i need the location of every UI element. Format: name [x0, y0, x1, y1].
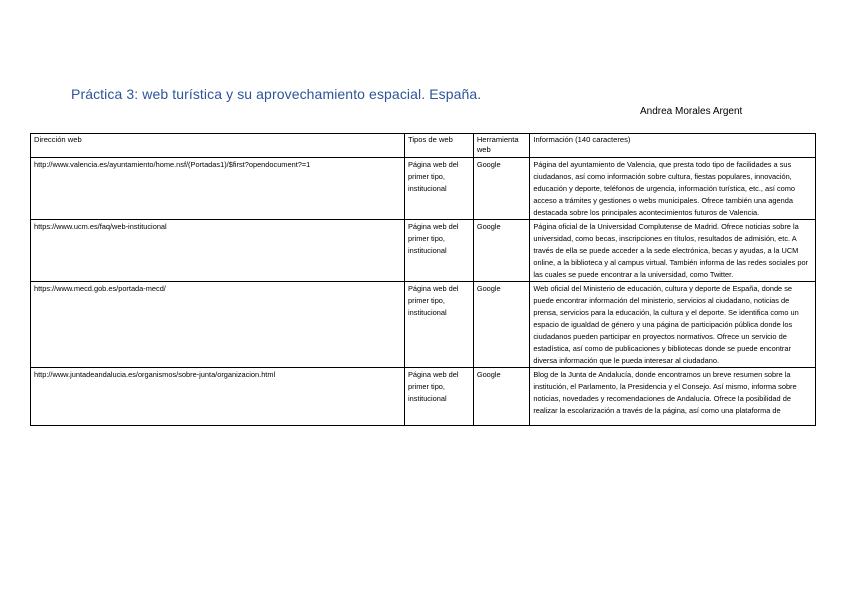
document-title: Práctica 3: web turística y su aprovechamiento espacial. España.	[71, 86, 482, 102]
cell-type: Página web del primer tipo, institucional	[405, 220, 474, 282]
cell-url[interactable]: https://www.mecd.gob.es/portada-mecd/	[31, 282, 405, 368]
table-row	[31, 158, 816, 220]
web-table	[30, 133, 816, 426]
table-row	[31, 282, 816, 368]
cell-tool: Google	[473, 368, 530, 426]
cell-url[interactable]: http://www.valencia.es/ayuntamiento/home.nsf/(Portadas1)/$first?opendocument?=1	[31, 158, 405, 220]
table-header-row	[31, 134, 816, 158]
cell-type: Página web del primer tipo, institucional	[405, 282, 474, 368]
table-row	[31, 368, 816, 426]
cell-tool: Google	[473, 158, 530, 220]
cell-info: Web oficial del Ministerio de educación, cultura y deporte de España, donde se puede encontrar información del ministerio, servicios al ciudadano, noticias de prensa, servicios para la educación, la cultura y el deporte. Se identifica como un espacio de igualdad de género y una página de participación pública donde los ciudadanos pueden participar en proyectos normativos. Ofrece un servicio de estadística, así como de publicaciones y bibliotecas donde se puede encontrar diversa información que le pueda interesar al ciudadano.	[530, 282, 816, 368]
header-type: Tipos de web	[405, 134, 474, 158]
cell-type: Página web del primer tipo, institucional	[405, 158, 474, 220]
header-url: Dirección web	[31, 134, 405, 158]
header-info: Información (140 caracteres)	[530, 134, 816, 158]
table-row	[31, 220, 816, 282]
author-name: Andrea Morales Argent	[640, 106, 743, 117]
cell-url[interactable]: http://www.juntadeandalucia.es/organismos/sobre-junta/organizacion.html	[31, 368, 405, 426]
cell-tool: Google	[473, 220, 530, 282]
cell-info-text: Blog de la Junta de Andalucía, donde encontramos un breve resumen sobre la institución, el Parlamento, la Presidencia y el Consejo. Así mismo, informa sobre noticias, novedades y recomendaciones de Andalucía. Ofrece la posibilidad de realizar la escolarización a través de la página, así como una plataforma de	[533, 370, 797, 415]
header-tool: Herramienta web	[473, 134, 530, 158]
cell-info: Página del ayuntamiento de Valencia, que presta todo tipo de facilidades a sus ciudadanos, así como información sobre cultura, fiestas populares, innovación, educación y deporte, teléfonos de urgencia, información turística, etc., así como acceso a trámites y gestiones o webs municipales. Ofrece también una agenda destacada sobre los principales acontecimientos futuros de Valencia.	[530, 158, 816, 220]
cell-type: Página web del primer tipo, institucional	[405, 368, 474, 426]
cell-info	[530, 368, 816, 426]
cell-url[interactable]: https://www.ucm.es/faq/web-institucional	[31, 220, 405, 282]
cell-info: Página oficial de la Universidad Complutense de Madrid. Ofrece noticias sobre la universidad, como becas, inscripciones en títulos, resultados de admisión, etc. A través de ella se puede acceder a la sede electrónica, becas y ayudas, a la UCM online, a la biblioteca y al campus virtual. También informa de las redes sociales por las cuales se puede encontrar a la universidad, como Twitter.	[530, 220, 816, 282]
cell-tool: Google	[473, 282, 530, 368]
